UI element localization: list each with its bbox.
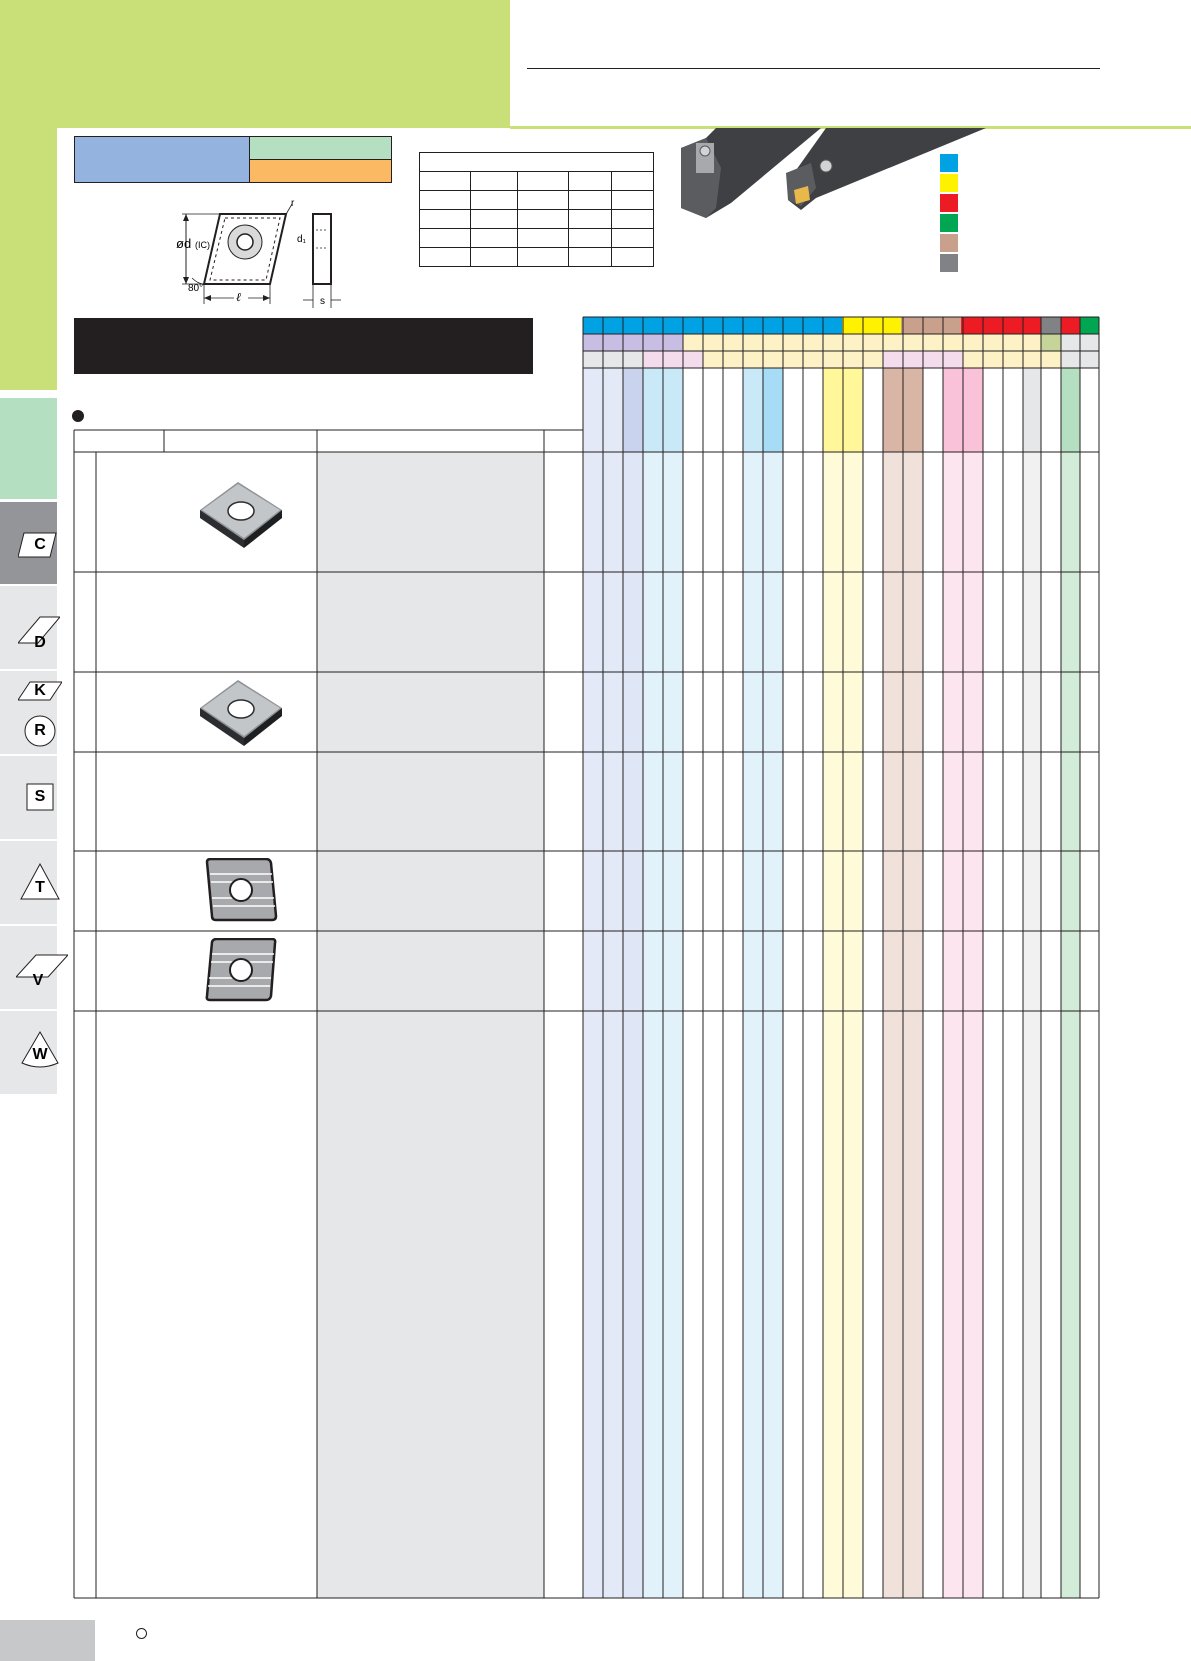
insert-image-1: [196, 478, 286, 550]
header-band-row1-5: [1061, 317, 1080, 334]
header-band-row3-2: [703, 351, 883, 368]
grade-column-header-0: [583, 368, 603, 452]
grade-column-8: [743, 452, 763, 1598]
r-label: r: [291, 198, 295, 209]
grade-column-6: [703, 452, 723, 1598]
grade-column-header-23: [1041, 368, 1061, 452]
header-band-row3-4: [963, 351, 1061, 368]
grade-column-20: [983, 452, 1003, 1598]
grade-column-header-12: [823, 368, 843, 452]
grade-column-header-13: [843, 368, 863, 452]
ic-label: (IC): [195, 240, 210, 250]
grade-column-13: [843, 452, 863, 1598]
grade-column-header-22: [1023, 368, 1041, 452]
grade-column-header-17: [923, 368, 943, 452]
header-band-row1-3: [961, 317, 1041, 334]
header-band-row1-4: [1041, 317, 1061, 334]
grade-column-2: [623, 452, 643, 1598]
grade-column-header-7: [723, 368, 743, 452]
l-label: ℓ: [236, 290, 241, 304]
grade-column-header-9: [763, 368, 783, 452]
side-tab-r-label: R: [34, 722, 46, 739]
header-band-row1-1: [842, 317, 901, 334]
grade-column-header-18: [943, 368, 963, 452]
side-tab-v-label: V: [32, 972, 44, 989]
footer-circle-mark: [136, 1628, 147, 1639]
grade-column-header-3: [643, 368, 663, 452]
grade-column-header-19: [963, 368, 983, 452]
d-label: ød: [176, 236, 192, 251]
d1-label: d₁: [297, 234, 306, 245]
grade-column-5: [683, 452, 703, 1598]
grade-column-header-6: [703, 368, 723, 452]
header-band-row2-1: [683, 334, 1041, 351]
side-tab-k-label: K: [34, 682, 46, 699]
side-tab-c-label: C: [34, 536, 46, 553]
header-band-row3-1: [643, 351, 703, 368]
grade-column-header-4: [663, 368, 683, 452]
grade-column-22: [1023, 452, 1041, 1598]
insert-image-2: [196, 676, 286, 748]
grade-column-16: [903, 452, 923, 1598]
grade-column-3: [643, 452, 663, 1598]
grade-column-18: [943, 452, 963, 1598]
grade-column-7: [723, 452, 743, 1598]
insert-image-4: [204, 938, 278, 1002]
header-band-row1-6: [1080, 317, 1099, 334]
grade-column-header-8: [743, 368, 763, 452]
grade-column-header-25: [1080, 368, 1099, 452]
header-band-row1-2: [901, 317, 961, 334]
side-tab-t-label: T: [35, 879, 45, 896]
grade-column-25: [1080, 452, 1099, 1598]
header-band-row3-0: [583, 351, 643, 368]
grade-column-header-5: [683, 368, 703, 452]
grade-column-15: [883, 452, 903, 1598]
side-tab-s-label: S: [34, 788, 46, 805]
description-column: [317, 452, 544, 1598]
side-tab-w-label: W: [32, 1046, 48, 1063]
page-number-tab: [0, 1620, 95, 1661]
grade-column-header-10: [783, 368, 803, 452]
grade-column-19: [963, 452, 983, 1598]
s-label: s: [320, 296, 325, 307]
grade-column-9: [763, 452, 783, 1598]
grade-column-header-21: [1003, 368, 1023, 452]
grade-column-header-24: [1061, 368, 1080, 452]
grade-column-10: [783, 452, 803, 1598]
header-band-row2-0: [583, 334, 683, 351]
grade-column-12: [823, 452, 843, 1598]
grade-column-1: [603, 452, 623, 1598]
angle-label: 80°: [188, 283, 204, 294]
grade-column-header-2: [623, 368, 643, 452]
grade-column-header-1: [603, 368, 623, 452]
insert-image-3: [204, 858, 278, 922]
grade-column-header-15: [883, 368, 903, 452]
grade-column-14: [863, 452, 883, 1598]
grade-column-4: [663, 452, 683, 1598]
grade-column-23: [1041, 452, 1061, 1598]
grade-column-0: [583, 452, 603, 1598]
side-tab-d-label: D: [34, 634, 46, 651]
grade-column-21: [1003, 452, 1023, 1598]
grade-column-header-14: [863, 368, 883, 452]
grade-column-header-20: [983, 368, 1003, 452]
grade-column-11: [803, 452, 823, 1598]
grade-column-17: [923, 452, 943, 1598]
grade-column-header-11: [803, 368, 823, 452]
grade-column-24: [1061, 452, 1080, 1598]
grade-column-header-16: [903, 368, 923, 452]
header-band-row2-2: [1041, 334, 1061, 351]
